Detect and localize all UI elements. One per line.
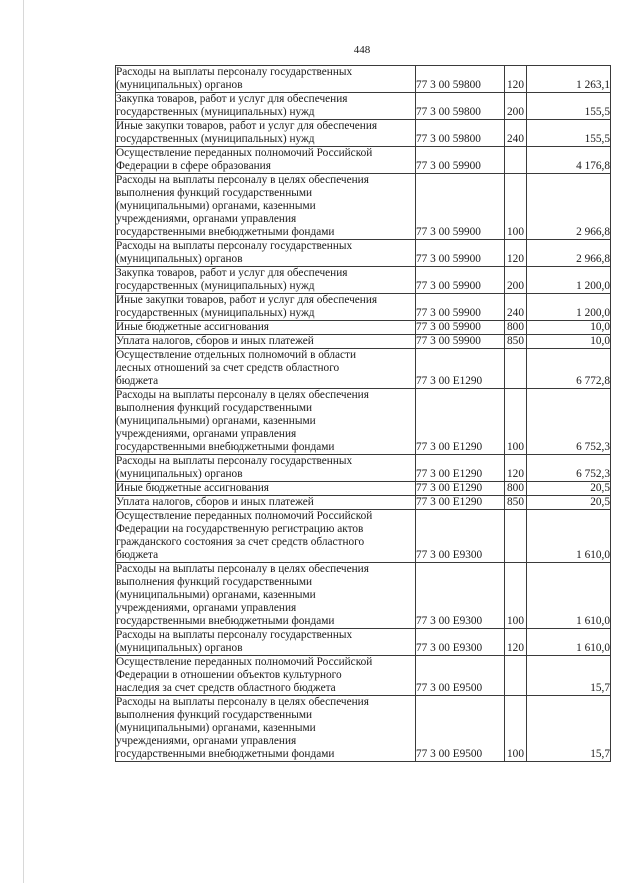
row-sum-cell: 4 176,8 — [527, 147, 611, 174]
row-expense-type-cell — [505, 656, 527, 696]
row-name-line: Иные бюджетные ассигнования — [116, 321, 269, 333]
table-row — [116, 455, 611, 482]
row-sum-cell: 10,0 — [527, 335, 611, 349]
row-code-cell: 77 3 00 59900 — [416, 147, 505, 174]
row-sum-cell: 1 610,0 — [527, 563, 611, 629]
row-name-line: (муниципальными) органами, казенными — [116, 200, 316, 212]
row-name-line: Расходы на выплаты персоналу государственных — [116, 66, 353, 78]
row-code-cell: 77 3 00 E1290 — [416, 389, 505, 455]
row-name-line: (муниципальными) органами, казенными — [116, 722, 316, 734]
row-name-line: Иные бюджетные ассигнования — [116, 482, 269, 494]
row-name-line: государственными внебюджетными фондами — [116, 441, 335, 453]
row-code-cell: 77 3 00 59900 — [416, 294, 505, 321]
row-name-line: Расходы на выплаты персоналу государственных — [116, 629, 353, 641]
row-sum-cell: 155,5 — [527, 93, 611, 120]
budget-table — [115, 65, 611, 762]
row-name-line: выполнения функций государственными — [116, 402, 313, 414]
row-name-line: Федерации в отношении объектов культурного — [116, 669, 342, 681]
row-name-line: государственных (муниципальных) нужд — [116, 106, 315, 118]
row-sum-cell: 2 966,8 — [527, 174, 611, 240]
row-name-line: бюджета — [116, 549, 159, 561]
row-name-cell — [116, 496, 416, 510]
row-expense-type-cell: 100 — [505, 174, 527, 240]
row-name-line: Федерации в сфере образования — [116, 160, 271, 172]
row-name-line: выполнения функций государственными — [116, 576, 313, 588]
table-row — [116, 294, 611, 321]
page-number: 448 — [353, 44, 371, 56]
row-name-line: выполнения функций государственными — [116, 187, 313, 199]
row-sum-cell: 20,5 — [527, 496, 611, 510]
row-code-cell: 77 3 00 E1290 — [416, 455, 505, 482]
row-name-line: бюджета — [116, 375, 159, 387]
row-name-cell — [116, 240, 416, 267]
row-name-line: (муниципальными) органами, казенными — [116, 589, 316, 601]
row-name-line: Расходы на выплаты персоналу государственных — [116, 240, 353, 252]
row-name-line: Расходы на выплаты персоналу в целях обеспечения — [116, 389, 369, 401]
row-code-cell: 77 3 00 59800 — [416, 120, 505, 147]
row-name-line: учреждениями, органами управления — [116, 735, 297, 747]
row-expense-type-cell: 800 — [505, 321, 527, 335]
row-expense-type-cell — [505, 510, 527, 563]
row-name-cell — [116, 482, 416, 496]
row-code-cell: 77 3 00 E9500 — [416, 696, 505, 762]
row-name-cell — [116, 563, 416, 629]
row-name-line: Закупка товаров, работ и услуг для обеспечения — [116, 93, 348, 105]
row-name-cell — [116, 321, 416, 335]
row-name-cell — [116, 267, 416, 294]
table-row — [116, 240, 611, 267]
row-name-line: (муниципальных) органов — [116, 468, 243, 480]
row-expense-type-cell: 200 — [505, 267, 527, 294]
row-code-cell: 77 3 00 59900 — [416, 240, 505, 267]
row-name-line: государственными внебюджетными фондами — [116, 226, 335, 238]
table-row — [116, 120, 611, 147]
row-name-line: Расходы на выплаты персоналу в целях обеспечения — [116, 174, 369, 186]
row-expense-type-cell: 850 — [505, 496, 527, 510]
row-sum-cell: 1 610,0 — [527, 629, 611, 656]
table-row — [116, 349, 611, 389]
row-name-cell — [116, 656, 416, 696]
row-code-cell: 77 3 00 59900 — [416, 321, 505, 335]
row-name-line: учреждениями, органами управления — [116, 428, 297, 440]
row-expense-type-cell: 120 — [505, 240, 527, 267]
row-name-cell — [116, 294, 416, 321]
row-code-cell: 77 3 00 E1290 — [416, 496, 505, 510]
row-code-cell: 77 3 00 59900 — [416, 174, 505, 240]
row-name-line: Уплата налогов, сборов и иных платежей — [116, 335, 314, 347]
row-name-line: Иные закупки товаров, работ и услуг для обеспечения — [116, 120, 378, 132]
row-name-line: Федерации на государственную регистрацию актов — [116, 523, 364, 535]
row-name-line: (муниципальными) органами, казенными — [116, 415, 316, 427]
table-row — [116, 656, 611, 696]
row-name-line: Расходы на выплаты персоналу государственных — [116, 455, 353, 467]
row-code-cell: 77 3 00 E9300 — [416, 629, 505, 656]
row-sum-cell: 15,7 — [527, 656, 611, 696]
row-expense-type-cell: 800 — [505, 482, 527, 496]
table-row — [116, 174, 611, 240]
row-sum-cell: 6 752,3 — [527, 389, 611, 455]
row-code-cell: 77 3 00 59900 — [416, 267, 505, 294]
row-name-line: (муниципальных) органов — [116, 79, 243, 91]
row-name-cell — [116, 510, 416, 563]
row-expense-type-cell: 100 — [505, 389, 527, 455]
row-code-cell: 77 3 00 E1290 — [416, 349, 505, 389]
row-sum-cell: 15,7 — [527, 696, 611, 762]
row-name-line: наследия за счет средств областного бюджета — [116, 682, 336, 694]
row-expense-type-cell: 120 — [505, 455, 527, 482]
table-row — [116, 66, 611, 93]
row-sum-cell: 2 966,8 — [527, 240, 611, 267]
row-name-line: лесных отношений за счет средств областного — [116, 362, 340, 374]
row-code-cell: 77 3 00 E1290 — [416, 482, 505, 496]
row-sum-cell: 1 200,0 — [527, 267, 611, 294]
row-name-line: Осуществление переданных полномочий Российской — [116, 510, 373, 522]
row-code-cell: 77 3 00 E9500 — [416, 656, 505, 696]
row-expense-type-cell — [505, 349, 527, 389]
row-code-cell: 77 3 00 59800 — [416, 66, 505, 93]
table-row — [116, 563, 611, 629]
table-row — [116, 335, 611, 349]
row-code-cell: 77 3 00 59800 — [416, 93, 505, 120]
row-sum-cell: 1 200,0 — [527, 294, 611, 321]
table-row — [116, 321, 611, 335]
table-row — [116, 629, 611, 656]
row-expense-type-cell: 240 — [505, 120, 527, 147]
row-name-cell — [116, 629, 416, 656]
row-name-cell — [116, 349, 416, 389]
row-name-line: (муниципальных) органов — [116, 253, 243, 265]
row-name-line: Расходы на выплаты персоналу в целях обеспечения — [116, 696, 369, 708]
row-name-line: Осуществление переданных полномочий Российской — [116, 656, 373, 668]
row-sum-cell: 1 263,1 — [527, 66, 611, 93]
row-name-line: Осуществление переданных полномочий Российской — [116, 147, 373, 159]
row-expense-type-cell: 120 — [505, 66, 527, 93]
row-sum-cell: 10,0 — [527, 321, 611, 335]
row-name-line: выполнения функций государственными — [116, 709, 313, 721]
table-row — [116, 482, 611, 496]
table-row — [116, 147, 611, 174]
row-sum-cell: 6 752,3 — [527, 455, 611, 482]
row-name-line: гражданского состояния за счет средств областного — [116, 536, 365, 548]
row-name-cell — [116, 389, 416, 455]
row-name-line: государственными внебюджетными фондами — [116, 748, 335, 760]
row-name-cell — [116, 147, 416, 174]
row-expense-type-cell: 100 — [505, 696, 527, 762]
row-code-cell: 77 3 00 E9300 — [416, 563, 505, 629]
row-sum-cell: 20,5 — [527, 482, 611, 496]
row-name-line: Уплата налогов, сборов и иных платежей — [116, 496, 314, 508]
row-name-line: Расходы на выплаты персоналу в целях обеспечения — [116, 563, 369, 575]
table-row — [116, 496, 611, 510]
row-name-line: государственных (муниципальных) нужд — [116, 280, 315, 292]
row-sum-cell: 6 772,8 — [527, 349, 611, 389]
row-name-line: Осуществление отдельных полномочий в области — [116, 349, 357, 361]
row-name-line: учреждениями, органами управления — [116, 602, 297, 614]
row-sum-cell: 155,5 — [527, 120, 611, 147]
row-expense-type-cell: 100 — [505, 563, 527, 629]
row-expense-type-cell — [505, 147, 527, 174]
row-expense-type-cell: 240 — [505, 294, 527, 321]
row-name-line: государственных (муниципальных) нужд — [116, 307, 315, 319]
table-row — [116, 93, 611, 120]
row-name-cell — [116, 174, 416, 240]
row-name-line: государственных (муниципальных) нужд — [116, 133, 315, 145]
row-name-line: учреждениями, органами управления — [116, 213, 297, 225]
table-row — [116, 510, 611, 563]
row-name-line: государственными внебюджетными фондами — [116, 615, 335, 627]
row-sum-cell: 1 610,0 — [527, 510, 611, 563]
row-name-cell — [116, 455, 416, 482]
row-expense-type-cell: 850 — [505, 335, 527, 349]
budget-table-body — [116, 66, 611, 762]
binding-margin-line — [23, 0, 24, 883]
row-name-line: (муниципальных) органов — [116, 642, 243, 654]
row-name-cell — [116, 120, 416, 147]
table-row — [116, 267, 611, 294]
table-row — [116, 389, 611, 455]
row-code-cell: 77 3 00 E9300 — [416, 510, 505, 563]
row-name-line: Иные закупки товаров, работ и услуг для обеспечения — [116, 294, 378, 306]
row-name-cell — [116, 93, 416, 120]
row-name-cell — [116, 696, 416, 762]
table-row — [116, 696, 611, 762]
row-name-cell — [116, 66, 416, 93]
row-name-line: Закупка товаров, работ и услуг для обеспечения — [116, 267, 348, 279]
row-name-cell — [116, 335, 416, 349]
row-code-cell: 77 3 00 59900 — [416, 335, 505, 349]
row-expense-type-cell: 120 — [505, 629, 527, 656]
row-expense-type-cell: 200 — [505, 93, 527, 120]
